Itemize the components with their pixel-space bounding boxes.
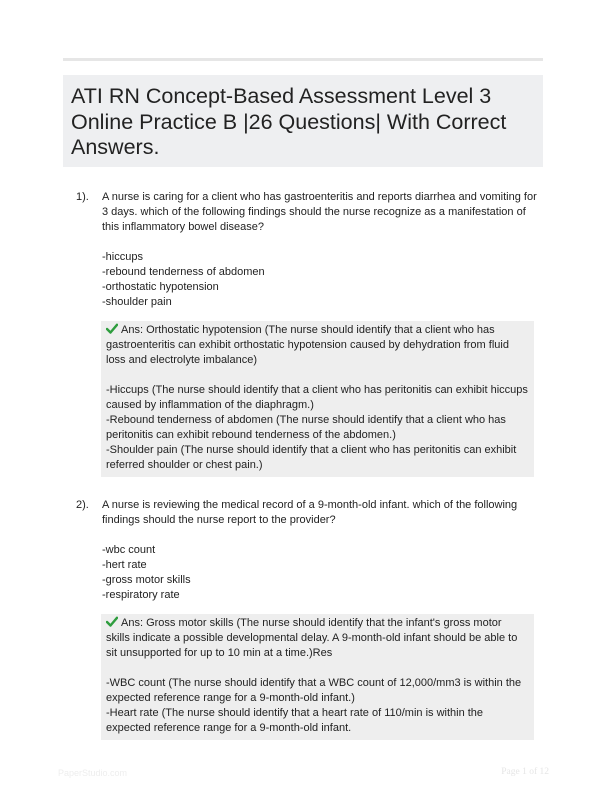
answer-line bbox=[106, 323, 528, 368]
option-item: -orthostatic hypotension bbox=[102, 281, 219, 293]
rationale-text: -Hiccups (The nurse should identify that a client who has peritonitis can exhibit hiccups caused by inflammation of the diaphragm.) bbox=[106, 384, 528, 411]
option-item: -hert rate bbox=[102, 559, 147, 571]
option-item: -gross motor skills bbox=[102, 574, 191, 586]
answer-text: Ans: Orthostatic hypotension (The nurse should identify that a client who has gastroenteritis can exhibit orthostatic hypotension caused by dehydration from fluid loss and electrolyte imbalance) bbox=[106, 324, 509, 366]
footer-watermark: PaperStudio.com bbox=[58, 768, 128, 778]
option-list bbox=[102, 250, 542, 310]
rationale-text: -Shoulder pain (The nurse should identify that a client who has peritonitis can exhibit referred shoulder or chest pain.) bbox=[106, 444, 517, 471]
rationale-text: -WBC count (The nurse should identify that a WBC count of 12,000/mm3 is within the expected reference range for a 9-month-old infant.) bbox=[106, 677, 522, 704]
rationale-text: -Heart rate (The nurse should identify that a heart rate of 110/min is within the expected reference range for a 9-month-old infant. bbox=[106, 707, 484, 734]
check-icon bbox=[106, 323, 118, 334]
option-item: -shoulder pain bbox=[102, 296, 172, 308]
question-body bbox=[102, 190, 542, 477]
option-list bbox=[102, 543, 542, 603]
answer-text: Ans: Gross motor skills (The nurse should identify that the infant's gross motor skills indicate a possible developmental delay. A 9-month-old infant should be able to sit unsupported for up to 10 min at a time.)Res bbox=[106, 617, 518, 659]
answer-line bbox=[106, 616, 528, 661]
rationale-text: -Rebound tenderness of abdomen (The nurse should identify that a client who has peritonitis can exhibit rebound tenderness of the abdomen.) bbox=[106, 414, 506, 441]
option-item: -rebound tenderness of abdomen bbox=[102, 266, 265, 278]
option-item: -respiratory rate bbox=[102, 589, 180, 601]
option-item: -hiccups bbox=[102, 251, 143, 263]
page-number: Page 1 of 12 bbox=[501, 767, 549, 777]
answer-box bbox=[101, 614, 534, 740]
check-icon bbox=[106, 616, 118, 627]
question-text: A nurse is caring for a client who has gastroenteritis and reports diarrhea and vomiting for 3 days. which of the following findings should the nurse recognize as a manifestation of this inflammatory bowel disease? bbox=[102, 191, 537, 233]
answer-box bbox=[101, 321, 534, 477]
option-item: -wbc count bbox=[102, 544, 156, 556]
question-number: 2). bbox=[76, 499, 89, 511]
question-body bbox=[102, 498, 542, 740]
title-box bbox=[63, 75, 543, 167]
question-text: A nurse is reviewing the medical record of a 9-month-old infant. which of the following findings should the nurse report to the provider? bbox=[102, 499, 518, 526]
question-number: 1). bbox=[76, 191, 89, 203]
document-title: ATI RN Concept-Based Assessment Level 3 Online Practice B |26 Questions| With Correct Answers. bbox=[71, 84, 507, 159]
top-divider bbox=[63, 58, 543, 61]
